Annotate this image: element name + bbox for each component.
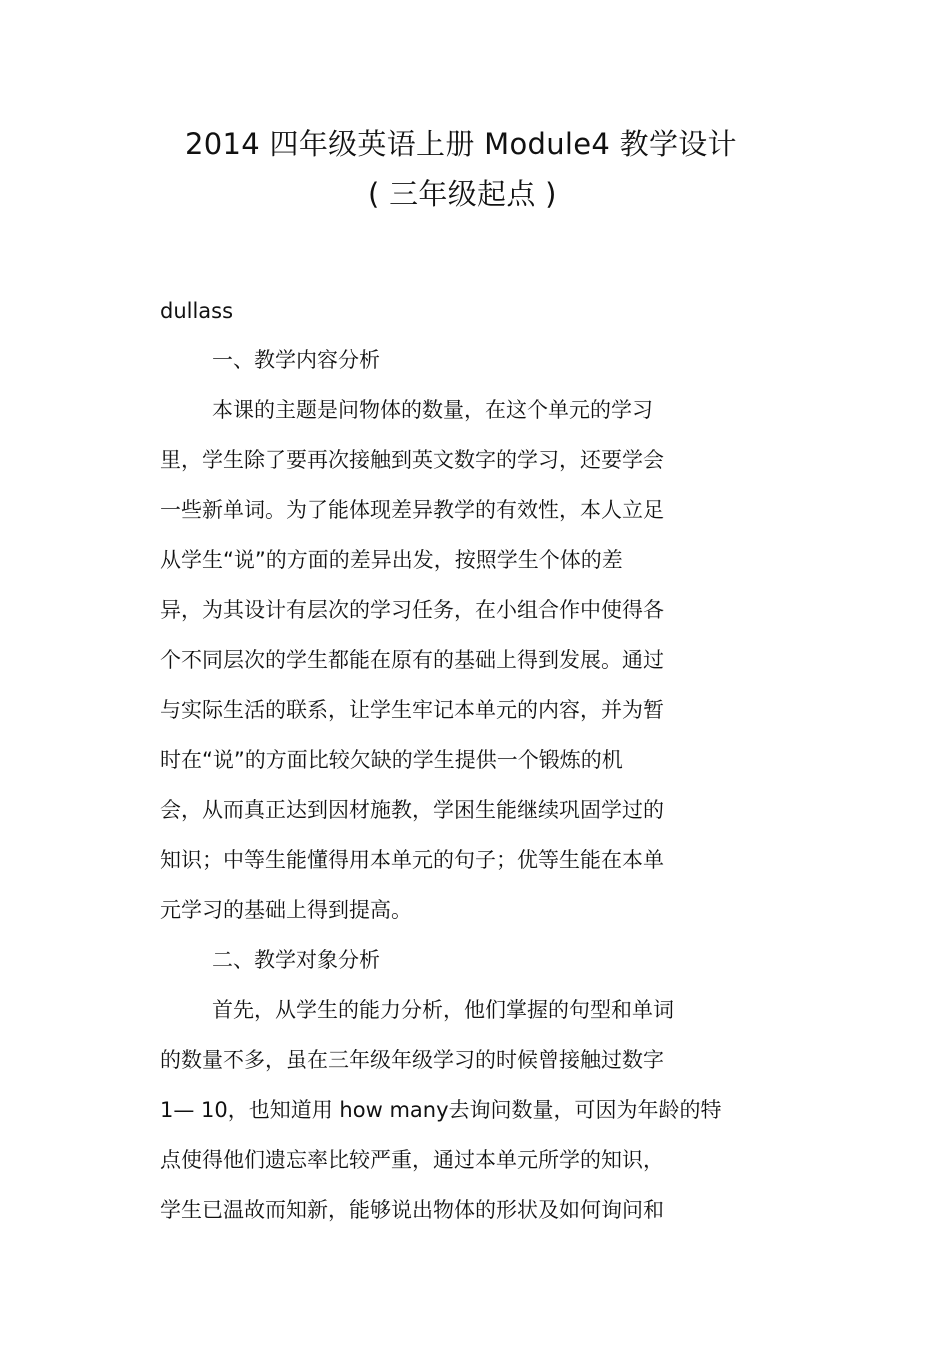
paragraph-line: 点使得他们遗忘率比较严重，通过本单元所学的知识， <box>160 1148 664 1172</box>
paragraph-line: 从学生“说”的方面的差异出发，按照学生个体的差 <box>160 548 623 572</box>
paragraph-line: 个不同层次的学生都能在原有的基础上得到发展。通过 <box>160 648 664 672</box>
paragraph-line: 异，为其设计有层次的学习任务，在小组合作中使得各 <box>160 598 664 622</box>
paragraph-line: 时在“说”的方面比较欠缺的学生提供一个锻炼的机 <box>160 748 623 772</box>
paragraph-line: 会，从而真正达到因材施教，学困生能继续巩固学过的 <box>160 798 664 822</box>
paragraph-line: 与实际生活的联系，让学生牢记本单元的内容，并为暂 <box>160 698 664 722</box>
paragraph-line: 首先，从学生的能力分析，他们掌握的句型和单词 <box>212 998 674 1022</box>
paragraph-line: 元学习的基础上得到提高。 <box>160 898 412 922</box>
paragraph-line: 学生已温故而知新，能够说出物体的形状及如何询问和 <box>160 1198 664 1222</box>
section-heading-student-analysis: 二、教学对象分析 <box>212 948 380 972</box>
document-subtitle: ( 三年级起点 ) <box>368 177 557 211</box>
paragraph-line: 里，学生除了要再次接触到英文数字的学习，还要学会 <box>160 448 664 472</box>
document-title: 2014 四年级英语上册 Module4 教学设计 <box>185 127 737 161</box>
paragraph-line: 1— 10，也知道用 how many去询问数量，可因为年龄的特 <box>160 1098 722 1122</box>
paragraph-line: 一些新单词。为了能体现差异教学的有效性，本人立足 <box>160 498 664 522</box>
section-heading-content-analysis: 一、教学内容分析 <box>212 348 380 372</box>
author-name: dullass <box>160 299 234 323</box>
paragraph-line: 的数量不多，虽在三年级年级学习的时候曾接触过数字 <box>160 1048 664 1072</box>
paragraph-line: 本课的主题是问物体的数量，在这个单元的学习 <box>212 398 653 422</box>
paragraph-line: 知识；中等生能懂得用本单元的句子；优等生能在本单 <box>160 848 664 872</box>
